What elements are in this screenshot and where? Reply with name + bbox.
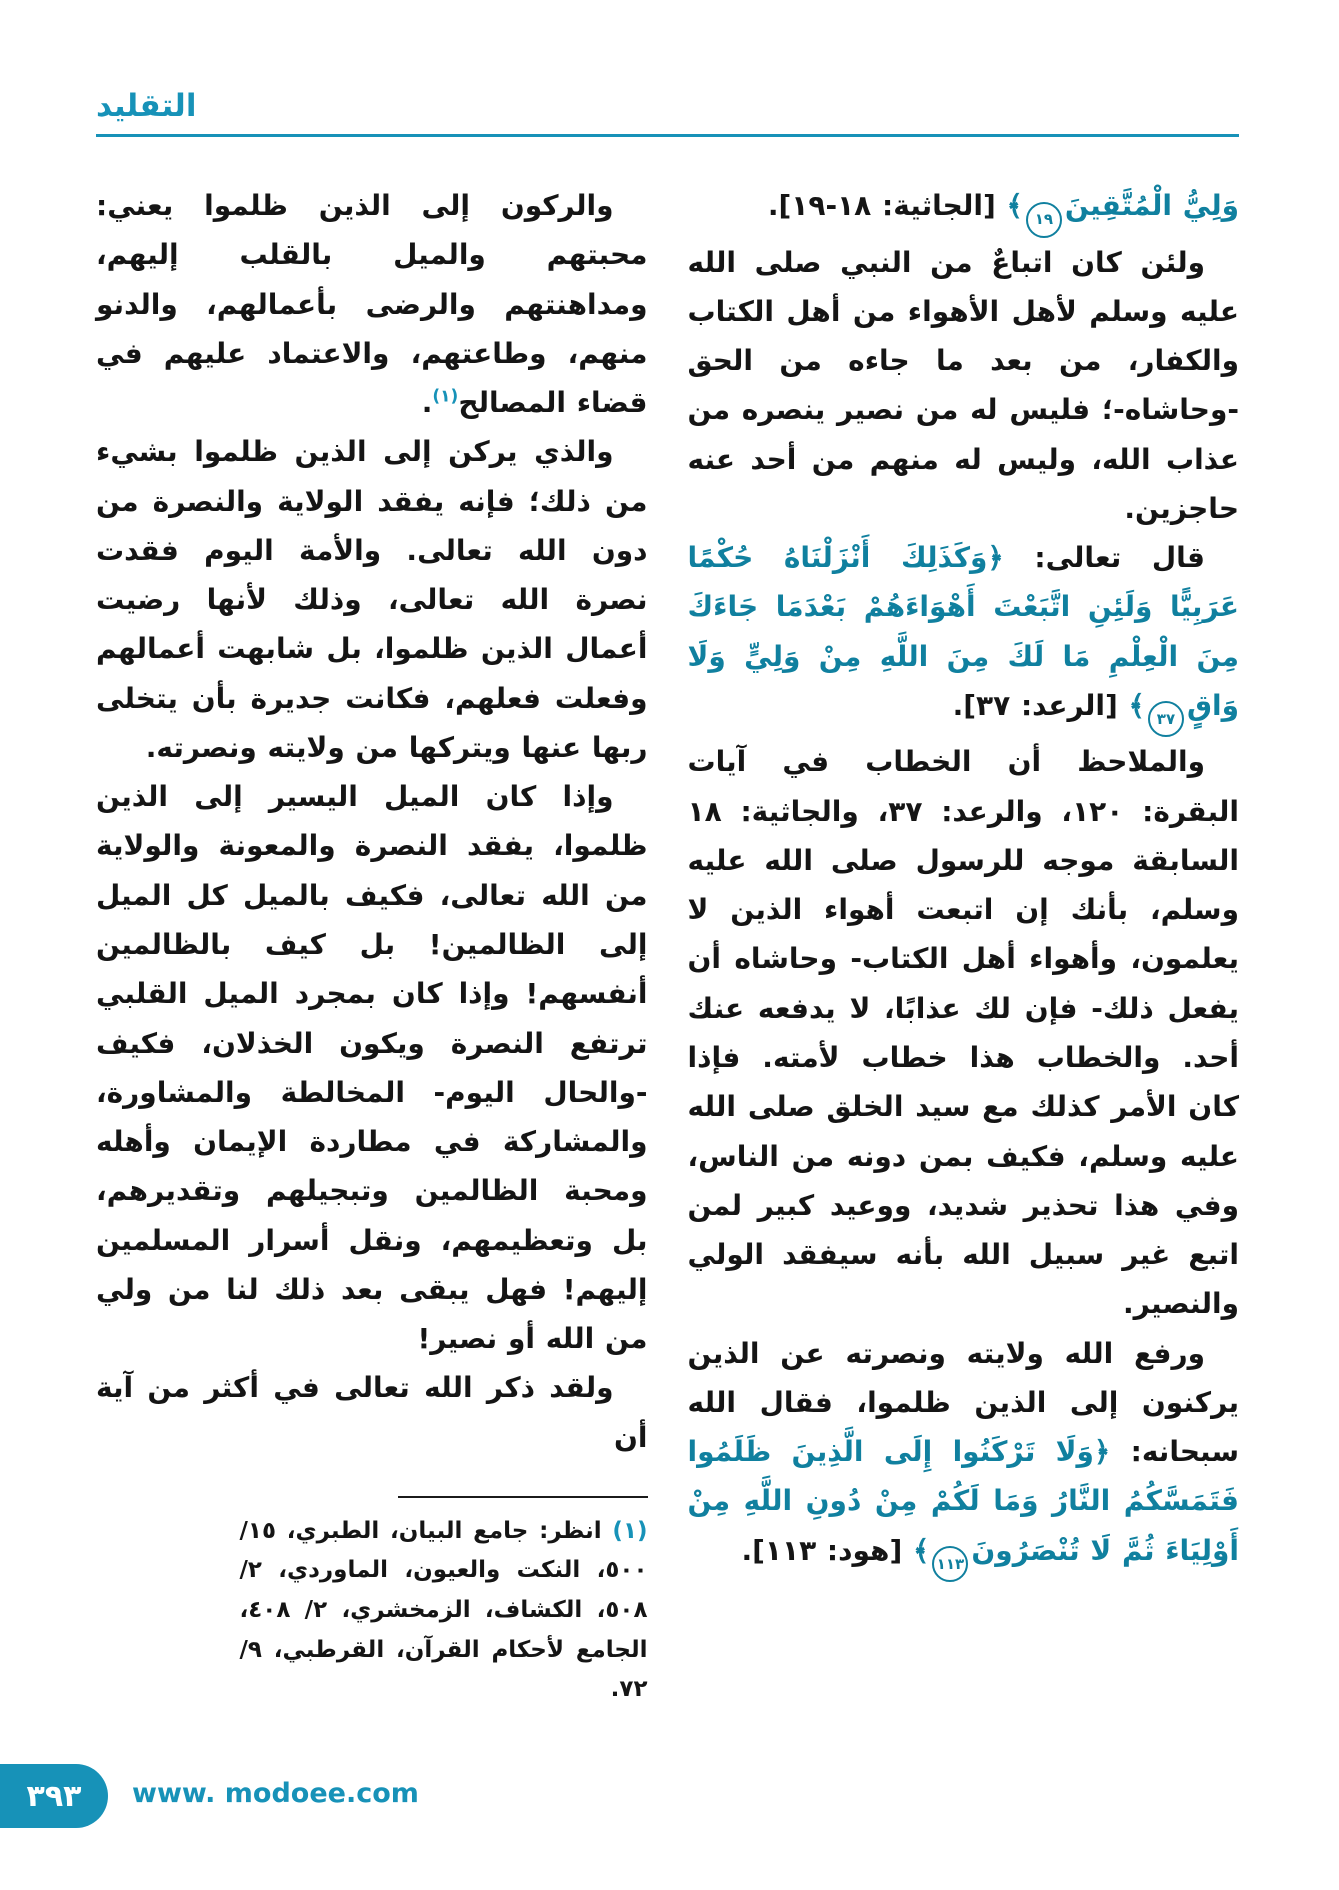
paragraph-yarkan: والذي يركن إلى الذين ظلموا بشيء من ذلك؛ فإنه يفقد الولاية والنصرة من دون الله تعالى. والأمة اليوم فقدت نصرة الله تعالى، وذلك لأنها رضيت أعمال الذين ظلموا، بل شابهت أعمالهم وفعلت فعلهم، فكانت جديرة بأن يتخلى ربها عنها ويتركها من ولايته ونصرته. [96,435,648,764]
paragraph-text: والركون إلى الذين ظلموا يعني: محبتهم والميل بالقلب إليهم، ومداهنتهم والرضى بأعمالهم، والدنو منهم، وطاعتهم، والاعتماد عليهم في قضاء المصالح [96,189,648,420]
paragraph-mulahaza: والملاحظ أن الخطاب في آيات البقرة: ١٢٠، والرعد: ٣٧، والجاثية: ١٨ السابقة موجه للرسول صلى الله عليه وسلم، بأنك إن اتبعت أهواء الذين لا يعلمون، وأهواء أهل الكتاب- وحاشاه أن يفعل ذلك- فإن لك عذابًا، لا يدفعه عنك أحد. والخطاب هذا خطاب لأمته. فإذا كان الأمر كذلك مع سيد الخلق صلى الله عليه وسلم، فكيف بمن دونه من الناس، وفي هذا تحذير شديد، ووعيد كبير لمن اتبع غير سبيل الله بأنه سيفقد الولي والنصير. [687,745,1239,1321]
website-url: www. modoee.com [132,1778,419,1809]
footnote-ref: (١) [432,386,459,407]
verse-intro: ورفع الله ولايته ونصرته عن الذين يركنون إلى الذين ظلموا، فقال الله سبحانه: [687,1336,1239,1469]
page-number-badge [0,1764,108,1828]
verse-tail-line [688,181,1240,238]
verse-intro: قال تعالى: [1003,541,1205,575]
page-header [96,88,1239,137]
page-title: التقليد [96,88,197,124]
paragraph-mayl: وإذا كان الميل اليسير إلى الذين ظلموا، يفقد النصرة والمعونة والولاية من الله تعالى، فكيف بالميل كل الميل إلى الظالمين! بل كيف بالظالمين أنفسهم! وإذا كان بمجرد الميل القلبي ترتفع النصرة ويكون الخذلان، فكيف -والحال اليوم- المخالطة والمشاورة، والمشاركة في مطاردة الإيمان وأهله ومحبة الظالمين وتبجيلهم وتقديرهم، بل وتعظيمهم، ونقل أسرار المسلمين إليهم! فهل يبقى بعد ذلك لنا من ولي من الله أو نصير! [96,780,648,1356]
paragraph-rafa [688,1329,1240,1583]
paragraph-attiba: ولئن كان اتباعٌ من النبي صلى الله عليه وسلم لأهل الأهواء من أهل الكتاب والكفار، من بعد ما جاءه من الحق -وحاشاه-؛ فليس له من نصير ينصره من عذاب الله، وليس له منهم من أحد عنه حاجزين. [687,245,1239,525]
quran-verse-jathiyah: وَلِيُّ الْمُتَّقِينَ [1064,189,1239,222]
paragraph-qala-taala [688,533,1240,737]
ayah-marker-19: ١٩ [1026,202,1062,238]
quran-close-bracket-icon: ﴾ [913,1533,930,1567]
ayah-marker-113: ١١٣ [932,1546,968,1582]
content-columns [96,181,1239,1710]
quran-close-bracket-icon: ﴾ [1128,688,1145,722]
verse-citation-jathiyah: [الجاثية: ١٨-١٩]. [767,189,1007,222]
quran-verse-raad: ﴿وَكَذَلِكَ أَنْزَلْنَاهُ حُكْمًا عَرَبِيًّا وَلَئِنِ اتَّبَعْتَ أَهْوَاءَهُمْ بَعْدَمَا جَاءَكَ مِنَ الْعِلْمِ مَا لَكَ مِنَ اللَّهِ مِنْ وَلِيٍّ وَلَا وَاقٍ [687,541,1239,722]
paragraph-laqad: ولقد ذكر الله تعالى في أكثر من آية أن [96,1371,648,1454]
footnote-separator [398,1496,648,1498]
verse-citation-raad: [الرعد: ٣٧]. [952,688,1129,722]
footnote [240,1512,648,1710]
verse-citation-hud: [هود: ١١٣]. [741,1533,913,1567]
column-right [688,181,1240,1582]
footnote-text: انظر: جامع البيان، الطبري، ١٥/ ٥٠٠، النكت والعيون، الماوردي، ٢/ ٥٠٨، الكشاف، الزمخشري، ٢/ ٤٠٨، الجامع لأحكام القرآن، القرطبي، ٩/ ٧٢. [239,1517,648,1703]
column-left [96,181,648,1710]
footnote-marker: (١) [601,1517,648,1544]
page-number: ٣٩٣ [26,1778,82,1814]
ayah-marker-37: ٣٧ [1148,701,1184,737]
quran-close-bracket-icon: ﴾ [1006,189,1023,222]
quran-verse-hud: ﴿وَلَا تَرْكَنُوا إِلَى الَّذِينَ ظَلَمُوا فَتَمَسَّكُمُ النَّارُ وَمَا لَكُمْ مِنْ دُونِ اللَّهِ مِنْ أَوْلِيَاءَ ثُمَّ لَا تُنْصَرُونَ [687,1435,1239,1567]
paragraph-rukun [96,181,648,427]
paragraph-text: . [421,386,433,420]
